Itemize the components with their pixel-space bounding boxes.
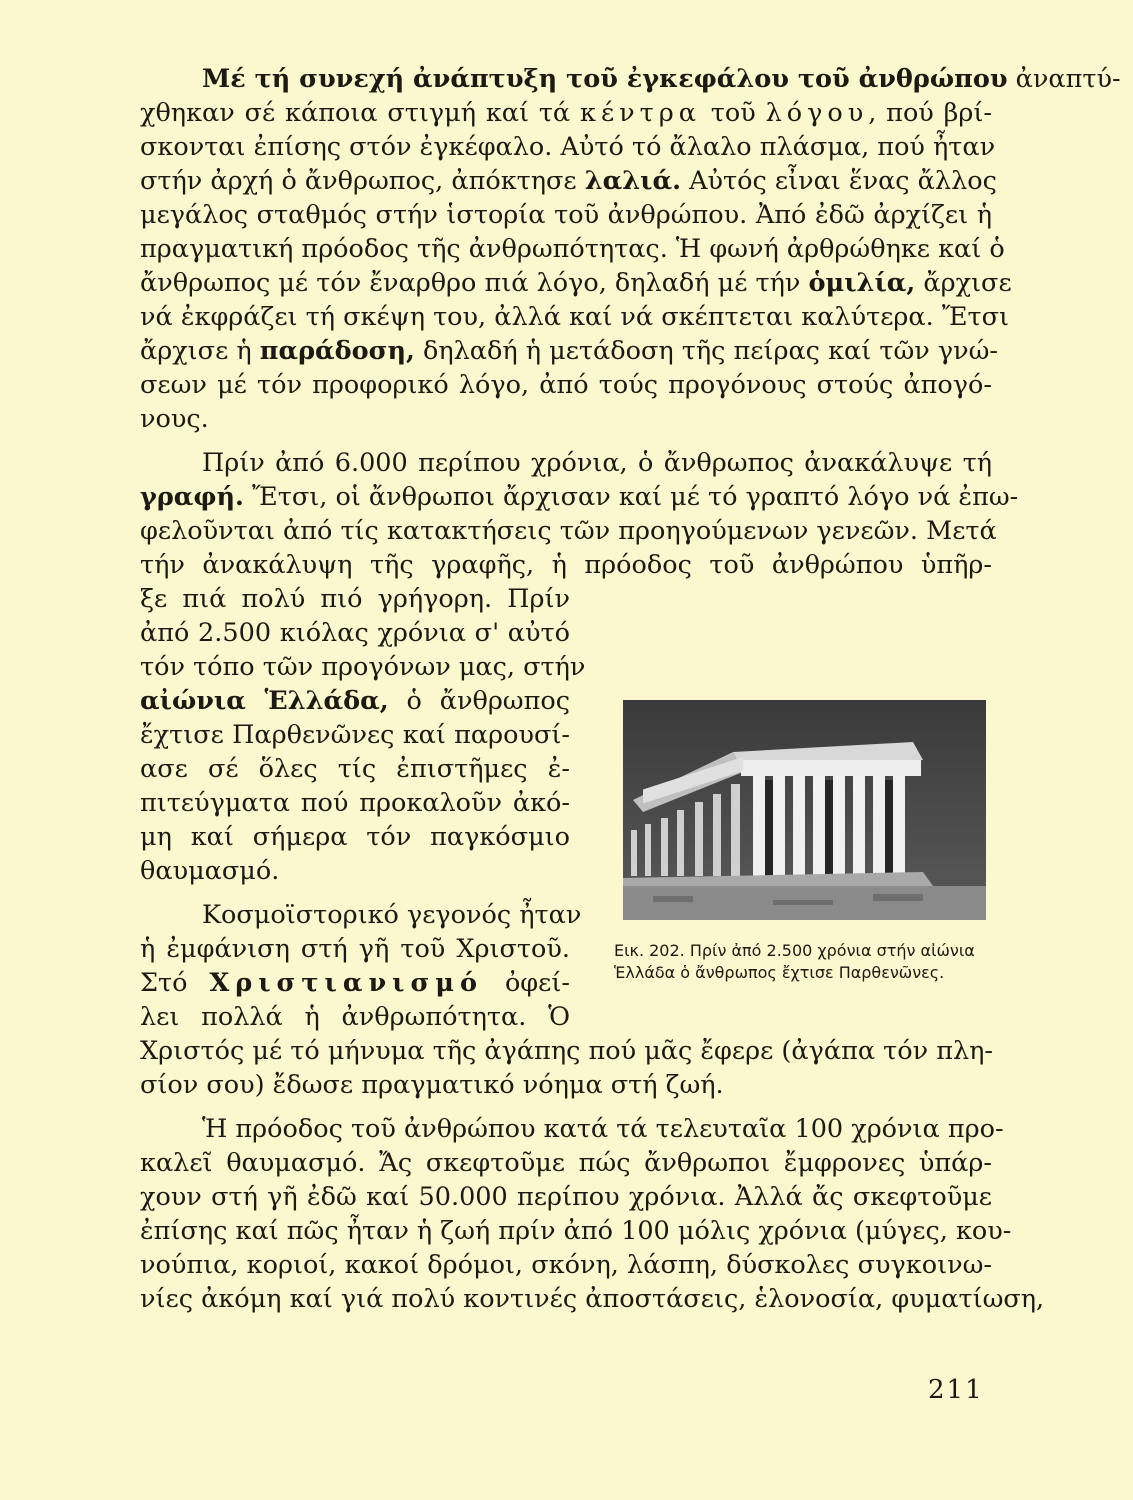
text-line xyxy=(140,62,1121,96)
text-span: ἀναπτύ- xyxy=(1007,64,1121,94)
text-span: Αὐτός εἶναι ἕνας ἄλλος xyxy=(680,166,997,196)
text-line xyxy=(140,164,997,198)
text-line xyxy=(140,966,570,1000)
text-span: ἄνθρωπος μέ τόν ἔναρθρο πιά λόγο, δηλαδή μέ τήν xyxy=(140,268,809,298)
text-line: ἀπό 2.500 κιόλας χρόνια σ' αὐτό xyxy=(140,618,570,648)
text-line: καλεῖ θαυμασμό. Ἄς σκεφτοῦμε πώς ἄνθρωποι ἔμφρονες ὑπάρ- xyxy=(140,1148,992,1178)
text-line: τήν ἀνακάλυψη τῆς γραφῆς, ἡ πρόοδος τοῦ ἀνθρώπου ὑπῆρ- xyxy=(140,550,992,580)
text-line: μεγάλος σταθμός στήν ἱστορία τοῦ ἀνθρώπου. Ἀπό ἐδῶ ἀρχίζει ἡ xyxy=(140,200,992,230)
text-line: μη καί σήμερα τόν παγκόσμιο xyxy=(140,822,570,852)
text-line: Κοσμοϊστορικό γεγονός ἦταν xyxy=(202,900,582,930)
text-line: Πρίν ἀπό 6.000 περίπου χρόνια, ὁ ἄνθρωπος ἀνακάλυψε τή xyxy=(202,448,992,478)
text-line: ἡ ἐμφάνιση στή γῆ τοῦ Χριστοῦ. xyxy=(140,934,570,964)
text-line: ξε πιά πολύ πιό γρήγορη. Πρίν xyxy=(140,584,570,614)
text-line: νίες ἀκόμη καί γιά πολύ κοντινές ἀποστάσεις, ἑλονοσία, φυματίωση, xyxy=(140,1284,1045,1314)
text-line: Χριστός μέ τό μήνυμα τῆς ἀγάπης πού μᾶς ἔφερε (ἀγάπα τόν πλη- xyxy=(140,1036,994,1066)
text-span: ἄρχισε xyxy=(915,268,1012,298)
bold-word: γραφή. xyxy=(140,482,244,512)
spaced-word: κέντρα xyxy=(580,98,701,128)
text-line: ασε σέ ὅλες τίς ἐπιστῆμες ἐ- xyxy=(140,754,570,784)
bold-word: παράδοση, xyxy=(259,336,415,366)
bold-phrase: αἰώνια Ἑλλάδα, xyxy=(140,686,389,716)
text-line: τόν τόπο τῶν προγόνων μας, στήν xyxy=(140,652,586,682)
text-line: λει πολλά ἡ ἀνθρωπότητα. Ὁ xyxy=(140,1002,570,1032)
figure-caption: Εικ. 202. Πρίν ἀπό 2.500 χρόνια στήν αἰώνια Ἑλλάδα ὁ ἄνθρωπος ἔχτισε Παρθενῶνες. xyxy=(614,941,975,982)
text-line: πραγματική πρόοδος τῆς ἀνθρωπότητας. Ἡ φωνή ἀρθρώθηκε καί ὁ xyxy=(140,234,1005,264)
text-line: νούπια, κοριοί, κακοί δρόμοι, σκόνη, λάσπη, δύσκολες συγκοινω- xyxy=(140,1250,992,1280)
text-line: νους. xyxy=(140,404,209,434)
text-line: σεων μέ τόν προφορικό λόγο, ἀπό τούς προγόνους στούς ἀπογό- xyxy=(140,370,992,400)
text-line xyxy=(140,266,1012,300)
text-line: νά ἐκφράζει τή σκέψη του, ἀλλά καί νά σκέπτεται καλύτερα. Ἔτσι xyxy=(140,302,1010,332)
text-line xyxy=(140,96,992,130)
text-span: στήν ἀρχή ὁ ἄνθρωπος, ἀπόκτησε xyxy=(140,166,585,196)
text-line: ἔχτισε Παρθενῶνες καί παρουσί- xyxy=(140,720,570,750)
text-span: ὁ ἄνθρωπος xyxy=(388,686,570,716)
text-line xyxy=(140,334,998,368)
text-line: χουν στή γῆ ἐδῶ καί 50.000 περίπου χρόνια. Ἀλλά ἄς σκεφτοῦμε xyxy=(140,1182,992,1212)
spaced-bold-word: Χριστιανισμό xyxy=(209,968,483,998)
parthenon-photo xyxy=(623,700,986,920)
bold-phrase: Μέ τή συνεχή ἀνάπτυξη τοῦ ἐγκεφάλου τοῦ ἀνθρώπου xyxy=(202,64,1008,94)
text-line: θαυμασμό. xyxy=(140,856,280,886)
text-span: Ἔτσι, οἱ ἄνθρωποι ἄρχισαν καί μέ τό γραπτό λόγο νά ἐπω- xyxy=(243,482,1019,512)
text-span: ἄρχισε ἡ xyxy=(140,336,260,366)
text-span: χθηκαν σέ κάποια στιγμή καί τά xyxy=(140,98,580,128)
text-line: Ἡ πρόοδος τοῦ ἀνθρώπου κατά τά τελευταῖα 100 χρόνια προ- xyxy=(202,1114,1004,1144)
text-line xyxy=(140,684,570,718)
text-span: , πού βρί- xyxy=(868,98,992,128)
text-span: Στό xyxy=(140,968,210,998)
text-line: σκονται ἐπίσης στόν ἐγκέφαλο. Αὐτό τό ἄλαλο πλάσμα, πού ἦταν xyxy=(140,132,996,162)
page-number: 211 xyxy=(928,1375,984,1405)
text-line: σίον σου) ἔδωσε πραγματικό νόημα στή ζωή. xyxy=(140,1070,724,1100)
text-span: τοῦ xyxy=(700,98,766,128)
text-line: πιτεύγματα πού προκαλοῦν ἀκό- xyxy=(140,788,570,818)
bold-word: ὁμιλία, xyxy=(808,268,916,298)
text-line xyxy=(140,480,1019,514)
parthenon-illustration xyxy=(623,700,986,920)
text-span: δηλαδή ἡ μετάδοση τῆς πείρας καί τῶν γνώ- xyxy=(414,336,998,366)
spaced-word: λόγου xyxy=(765,98,869,128)
bold-word: λαλιά. xyxy=(584,166,681,196)
text-line: φελοῦνται ἀπό τίς κατακτήσεις τῶν προηγούμενων γενεῶν. Μετά xyxy=(140,516,997,546)
page-text xyxy=(140,62,1121,1316)
text-line: ἐπίσης καί πῶς ἦταν ἡ ζωή πρίν ἀπό 100 μόλις χρόνια (μύγες, κου- xyxy=(140,1216,1012,1246)
text-span: ὀφεί- xyxy=(482,968,570,998)
